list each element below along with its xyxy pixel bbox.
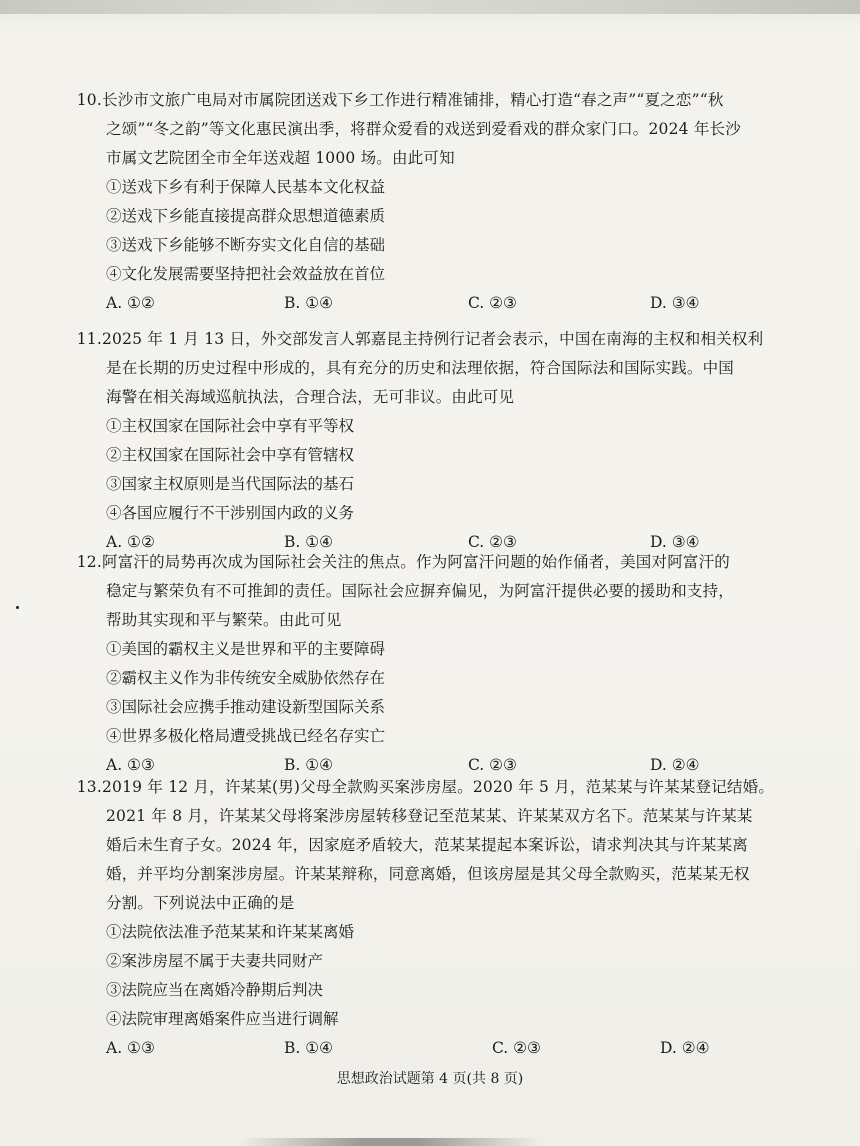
choice-a[interactable]: A. ①② (106, 533, 155, 551)
statement-3: ③国际社会应携手推动建设新型国际关系 (106, 698, 386, 716)
choice-c[interactable]: C. ②③ (468, 756, 517, 774)
choice-a[interactable]: A. ①③ (106, 756, 155, 774)
question-stem-line: 市属文艺院团全市全年送戏超 1000 场。由此可知 (106, 149, 455, 167)
statement-2: ②送戏下乡能直接提高群众思想道德素质 (106, 207, 386, 225)
choice-c[interactable]: C. ②③ (468, 294, 517, 312)
statement-2: ②案涉房屋不属于夫妻共同财产 (106, 952, 324, 970)
statement-1: ①法院依法准予范某某和许某某离婚 (106, 923, 355, 941)
question-number: 12. (76, 553, 102, 571)
statement-4: ④各国应履行不干涉别国内政的义务 (106, 504, 355, 522)
choice-b[interactable]: B. ①④ (284, 756, 334, 774)
question-stem-line: 海警在相关海域巡航执法，合理合法，无可非议。由此可见 (106, 388, 515, 406)
statement-2: ②主权国家在国际社会中享有管辖权 (106, 446, 355, 464)
question-stem-line: 2021 年 8 月，许某某父母将案涉房屋转移登记至范某某、许某某双方名下。范某某与许某某 (106, 807, 753, 825)
answer-choices (70, 1034, 790, 1063)
question-number: 13. (76, 778, 102, 796)
question-stem-line: 婚后未生育子女。2024 年，因家庭矛盾较大，范某某提起本案诉讼，请求判决其与许某某离 (106, 836, 748, 854)
question-stem-line: 13.2019 年 12 月，许某某(男)父母全款购买案涉房屋。2020 年 5 月，范某某与许某某登记结婚。 (70, 773, 790, 802)
choice-b[interactable]: B. ①④ (284, 533, 334, 551)
question-10 (70, 86, 790, 318)
choice-d[interactable]: D. ③④ (650, 533, 700, 551)
choice-d[interactable]: D. ②④ (650, 756, 700, 774)
question-13 (70, 773, 790, 1063)
answer-choices (70, 289, 790, 318)
choice-a[interactable]: A. ①② (106, 294, 155, 312)
page-footer: 思想政治试题第 4 页(共 8 页) (336, 1071, 524, 1087)
choice-d[interactable]: D. ②④ (660, 1039, 710, 1057)
question-stem-line: 稳定与繁荣负有不可推卸的责任。国际社会应摒弃偏见，为阿富汗提供必要的援助和支持， (106, 582, 735, 600)
choice-a[interactable]: A. ①③ (106, 1039, 155, 1057)
statement-1: ①送戏下乡有利于保障人民基本文化权益 (106, 178, 386, 196)
scan-shadow (240, 1138, 540, 1146)
statement-1: ①主权国家在国际社会中享有平等权 (106, 417, 355, 435)
question-stem-line: 10.长沙市文旅广电局对市属院团送戏下乡工作进行精准铺排，精心打造“春之声”“夏之恋”“秋 (70, 86, 790, 115)
question-stem-line: 12.阿富汗的局势再次成为国际社会关注的焦点。作为阿富汗问题的始作俑者，美国对阿富汗的 (70, 548, 790, 577)
question-12 (70, 548, 790, 780)
question-stem-line: 分割。下列说法中正确的是 (106, 894, 295, 912)
statement-3: ③法院应当在离婚冷静期后判决 (106, 981, 324, 999)
statement-3: ③国家主权原则是当代国际法的基石 (106, 475, 355, 493)
statement-4: ④法院审理离婚案件应当进行调解 (106, 1010, 339, 1028)
choice-d[interactable]: D. ③④ (650, 294, 700, 312)
choice-b[interactable]: B. ①④ (284, 1039, 334, 1057)
choice-c[interactable]: C. ②③ (492, 1039, 541, 1057)
statement-3: ③送戏下乡能够不断夯实文化自信的基础 (106, 236, 386, 254)
question-stem-line: 之颂”“冬之韵”等文化惠民演出季，将群众爱看的戏送到爱看戏的群众家门口。2024 年长沙 (106, 120, 741, 138)
choice-b[interactable]: B. ①④ (284, 294, 334, 312)
question-number: 10. (76, 91, 102, 109)
page-top-edge (0, 0, 860, 14)
question-number: 11. (76, 330, 102, 348)
choice-c[interactable]: C. ②③ (468, 533, 517, 551)
statement-1: ①美国的霸权主义是世界和平的主要障碍 (106, 640, 386, 658)
statement-4: ④文化发展需要坚持把社会效益放在首位 (106, 265, 386, 283)
question-stem-line: 婚，并平均分割案涉房屋。许某某辩称，同意离婚，但该房屋是其父母全款购买，范某某无权 (106, 865, 750, 883)
question-stem-line: 是在长期的历史过程中形成的，具有充分的历史和法理依据，符合国际法和国际实践。中国 (106, 359, 735, 377)
question-stem-line: 11.2025 年 1 月 13 日，外交部发言人郭嘉昆主持例行记者会表示，中国在南海的主权和相关权利 (70, 325, 790, 354)
question-11 (70, 325, 790, 557)
statement-2: ②霸权主义作为非传统安全威胁依然存在 (106, 669, 386, 687)
stray-mark (16, 606, 19, 609)
statement-4: ④世界多极化格局遭受挑战已经名存实亡 (106, 727, 386, 745)
question-stem-line: 帮助其实现和平与繁荣。由此可见 (106, 611, 342, 629)
